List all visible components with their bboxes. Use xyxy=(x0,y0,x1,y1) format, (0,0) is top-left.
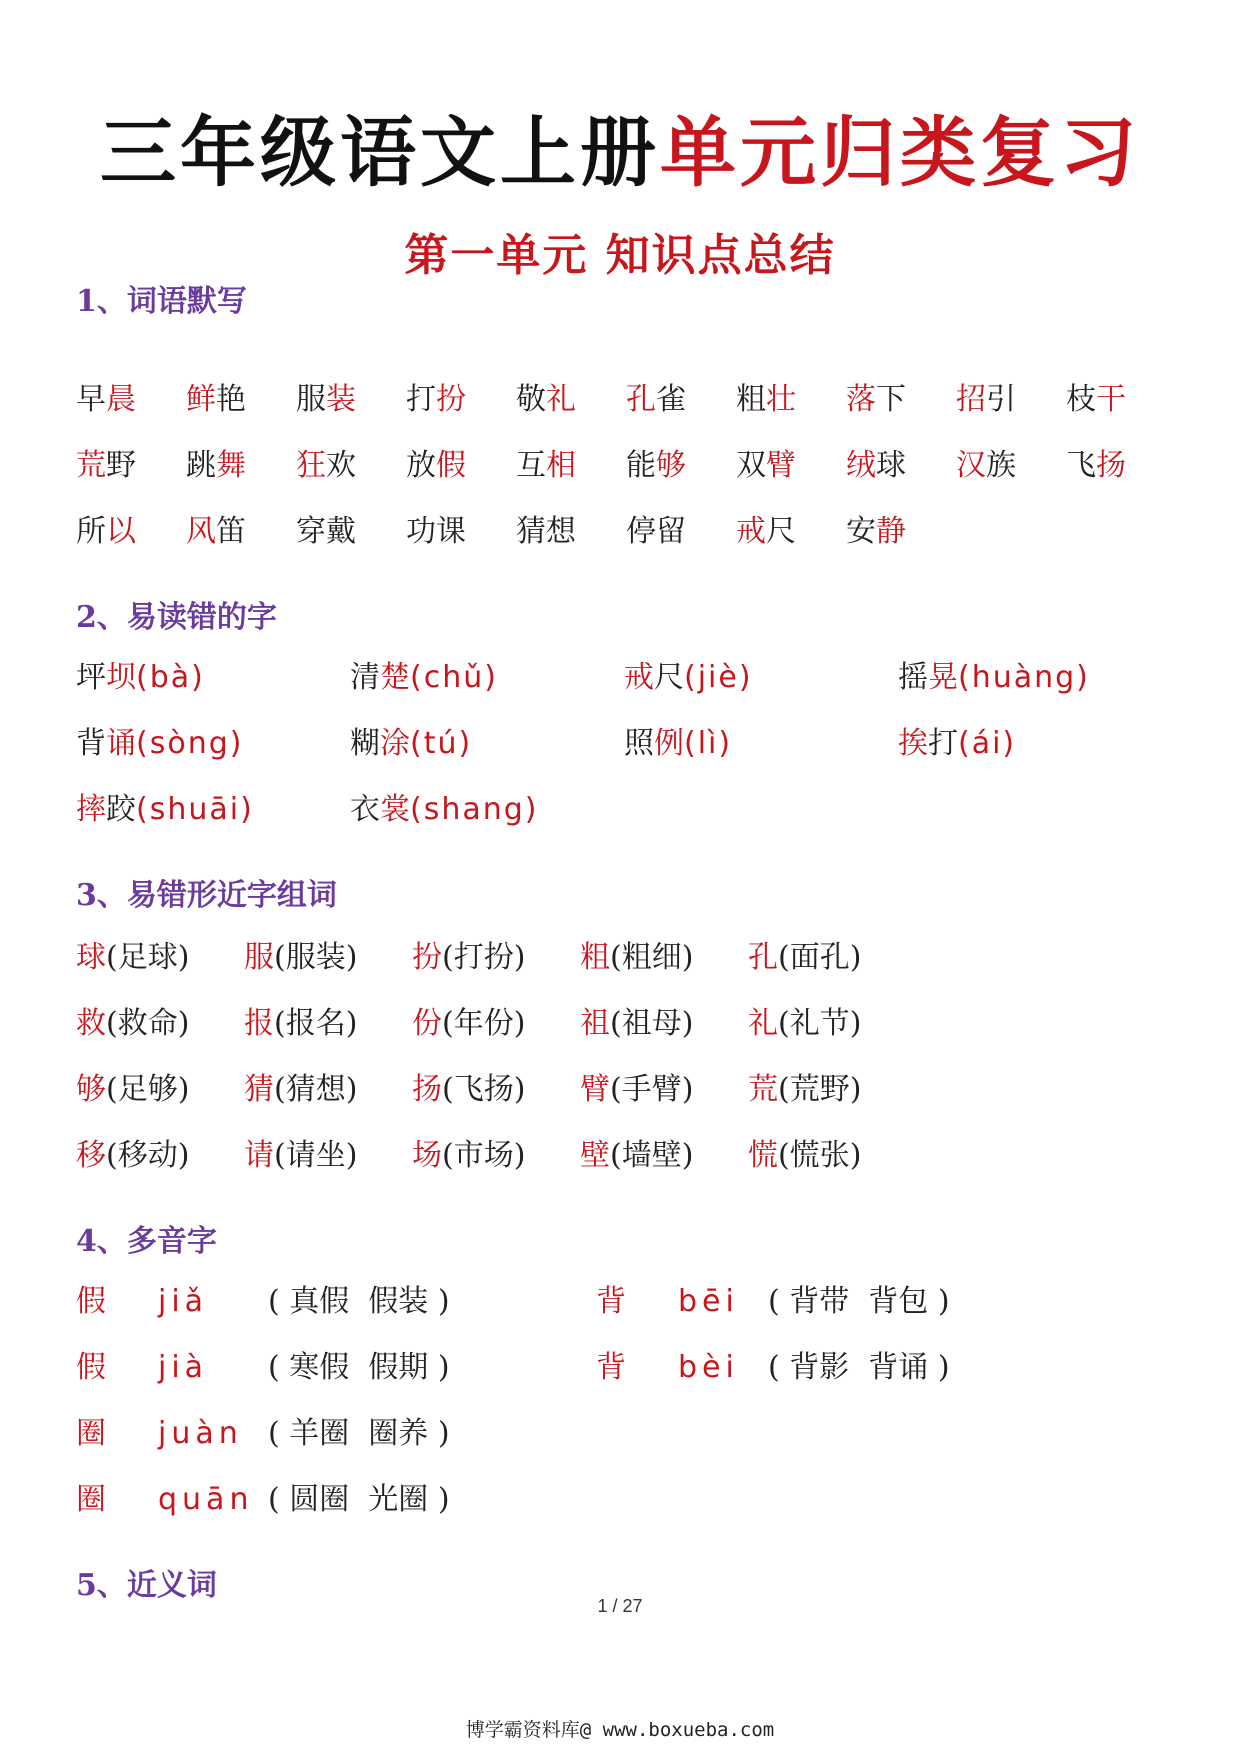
similar-char: 救 xyxy=(76,1006,106,1041)
misread-item xyxy=(350,722,472,766)
polyphone-words: ( 羊圈 圈养 ) xyxy=(268,1416,450,1451)
word-char: 粗 xyxy=(736,382,766,417)
word-char: 穿 xyxy=(296,514,326,549)
word-item xyxy=(736,378,796,422)
word-char: 荒 xyxy=(76,448,106,483)
similar-char: 孔 xyxy=(748,940,778,975)
word-char: 鲜 xyxy=(186,382,216,417)
similar-word: (市场) xyxy=(442,1138,526,1173)
word-item xyxy=(76,510,136,554)
misread-char: 跤 xyxy=(106,792,136,827)
word-item xyxy=(1066,444,1126,488)
similar-char: 猜 xyxy=(244,1072,274,1107)
word-item xyxy=(956,378,1016,422)
word-item xyxy=(516,510,576,554)
pinyin: (tú) xyxy=(410,726,473,761)
word-item xyxy=(186,444,246,488)
similar-word: (年份) xyxy=(442,1006,526,1041)
similar-char: 荒 xyxy=(748,1072,778,1107)
similar-item xyxy=(748,1134,861,1178)
similar-word: (祖母) xyxy=(610,1006,694,1041)
word-char: 球 xyxy=(876,448,906,483)
word-item xyxy=(846,444,906,488)
word-item xyxy=(186,378,246,422)
polyphone-words: ( 背带 背包 ) xyxy=(768,1284,950,1319)
word-item xyxy=(1066,378,1126,422)
word-char: 枝 xyxy=(1066,382,1096,417)
word-char: 舞 xyxy=(216,448,246,483)
word-char: 臂 xyxy=(766,448,796,483)
word-char: 孔 xyxy=(626,382,656,417)
word-char: 想 xyxy=(546,514,576,549)
pinyin: (lì) xyxy=(684,726,733,761)
section-heading-4: 4、多音字 xyxy=(76,1224,217,1259)
misread-char: 清 xyxy=(350,660,380,695)
section-heading-3: 3、易错形近字组词 xyxy=(76,878,337,913)
similar-item xyxy=(748,1002,861,1046)
word-char: 安 xyxy=(846,514,876,549)
word-char: 落 xyxy=(846,382,876,417)
pinyin: (chǔ) xyxy=(410,660,498,695)
polyphone-pinyin: bēi xyxy=(678,1284,739,1319)
misread-item xyxy=(624,722,732,766)
misread-item xyxy=(76,722,243,766)
misread-char: 打 xyxy=(928,726,958,761)
similar-char: 粗 xyxy=(580,940,610,975)
word-char: 打 xyxy=(406,382,436,417)
page-number: 1 / 27 xyxy=(597,1596,643,1616)
similar-word: (足球) xyxy=(106,940,190,975)
word-char: 课 xyxy=(436,514,466,549)
similar-item xyxy=(244,1068,357,1112)
word-char: 早 xyxy=(76,382,106,417)
pinyin: (huàng) xyxy=(958,660,1090,695)
similar-item xyxy=(244,1134,357,1178)
misread-char: 晃 xyxy=(928,660,958,695)
word-item xyxy=(846,510,906,554)
word-char: 服 xyxy=(296,382,326,417)
similar-char: 慌 xyxy=(748,1138,778,1173)
similar-char: 请 xyxy=(244,1138,274,1173)
word-char: 戴 xyxy=(326,514,356,549)
word-item xyxy=(406,510,466,554)
word-char: 雀 xyxy=(656,382,686,417)
word-item xyxy=(626,444,686,488)
word-item xyxy=(296,444,356,488)
word-char: 双 xyxy=(736,448,766,483)
section-heading-5: 5、近义词 xyxy=(76,1568,217,1603)
similar-item xyxy=(412,1002,525,1046)
polyphone-char: 假 xyxy=(76,1284,106,1319)
misread-char: 例 xyxy=(654,726,684,761)
similar-word: (足够) xyxy=(106,1072,190,1107)
word-item xyxy=(846,378,906,422)
similar-item xyxy=(412,936,525,980)
similar-item xyxy=(244,1002,357,1046)
word-char: 敬 xyxy=(516,382,546,417)
footer-watermark: 博学霸资料库@ www.boxueba.com xyxy=(465,1719,775,1741)
word-char: 飞 xyxy=(1066,448,1096,483)
misread-char: 摔 xyxy=(76,792,106,827)
similar-item xyxy=(76,1002,189,1046)
misread-char: 尺 xyxy=(654,660,684,695)
similar-word: (猜想) xyxy=(274,1072,358,1107)
polyphone-words: ( 圆圈 光圈 ) xyxy=(268,1482,450,1517)
word-char: 够 xyxy=(656,448,686,483)
word-char: 艳 xyxy=(216,382,246,417)
similar-word: (请坐) xyxy=(274,1138,358,1173)
misread-char: 坝 xyxy=(106,660,136,695)
word-char: 引 xyxy=(986,382,1016,417)
misread-item xyxy=(350,656,498,700)
word-char: 下 xyxy=(876,382,906,417)
misread-item xyxy=(76,656,205,700)
word-char: 戒 xyxy=(736,514,766,549)
word-char: 能 xyxy=(626,448,656,483)
word-char: 干 xyxy=(1096,382,1126,417)
similar-word: (手臂) xyxy=(610,1072,694,1107)
word-item xyxy=(406,444,466,488)
similar-item xyxy=(244,936,357,980)
word-char: 以 xyxy=(106,514,136,549)
similar-char: 服 xyxy=(244,940,274,975)
similar-item xyxy=(748,936,861,980)
misread-char: 挨 xyxy=(898,726,928,761)
similar-char: 报 xyxy=(244,1006,274,1041)
word-char: 留 xyxy=(656,514,686,549)
pinyin: (shuāi) xyxy=(136,792,254,827)
word-item xyxy=(626,510,686,554)
misread-char: 坪 xyxy=(76,660,106,695)
misread-char: 衣 xyxy=(350,792,380,827)
word-char: 壮 xyxy=(766,382,796,417)
polyphone-char: 假 xyxy=(76,1350,106,1385)
word-char: 装 xyxy=(326,382,356,417)
similar-word: (救命) xyxy=(106,1006,190,1041)
word-char: 相 xyxy=(546,448,576,483)
word-item xyxy=(186,510,246,554)
title-red: 单元归类复习 xyxy=(660,108,1140,197)
word-item xyxy=(76,378,136,422)
similar-word: (礼节) xyxy=(778,1006,862,1041)
polyphone-pinyin: bèi xyxy=(678,1350,739,1385)
similar-item xyxy=(580,1002,693,1046)
page-title xyxy=(0,108,1240,198)
misread-char: 裳 xyxy=(380,792,410,827)
polyphone-char: 背 xyxy=(596,1284,626,1319)
similar-word: (打扮) xyxy=(442,940,526,975)
word-char: 野 xyxy=(106,448,136,483)
similar-word: (荒野) xyxy=(778,1072,862,1107)
word-char: 所 xyxy=(76,514,106,549)
similar-word: (服装) xyxy=(274,940,358,975)
word-item xyxy=(296,510,356,554)
word-char: 礼 xyxy=(546,382,576,417)
word-char: 扬 xyxy=(1096,448,1126,483)
word-item xyxy=(516,378,576,422)
similar-item xyxy=(412,1068,525,1112)
polyphone-pinyin: juàn xyxy=(158,1416,243,1451)
misread-char: 戒 xyxy=(624,660,654,695)
word-char: 晨 xyxy=(106,382,136,417)
polyphone-words: ( 背影 背诵 ) xyxy=(768,1350,950,1385)
similar-item xyxy=(76,936,189,980)
polyphone-pinyin: quān xyxy=(158,1482,254,1517)
unit-subtitle: 第一单元 知识点总结 xyxy=(404,230,836,281)
misread-char: 摇 xyxy=(898,660,928,695)
misread-char: 背 xyxy=(76,726,106,761)
similar-char: 臂 xyxy=(580,1072,610,1107)
misread-item xyxy=(350,788,539,832)
similar-item xyxy=(580,1068,693,1112)
word-item xyxy=(736,444,796,488)
misread-item xyxy=(76,788,254,832)
pinyin: (ái) xyxy=(958,726,1017,761)
word-char: 欢 xyxy=(326,448,356,483)
word-char: 风 xyxy=(186,514,216,549)
similar-char: 球 xyxy=(76,940,106,975)
similar-word: (飞扬) xyxy=(442,1072,526,1107)
word-item xyxy=(406,378,466,422)
word-char: 跳 xyxy=(186,448,216,483)
misread-char: 糊 xyxy=(350,726,380,761)
similar-item xyxy=(580,1134,693,1178)
word-char: 猜 xyxy=(516,514,546,549)
misread-item xyxy=(898,656,1090,700)
pinyin: (jiè) xyxy=(684,660,753,695)
similar-item xyxy=(580,936,693,980)
pinyin: (bà) xyxy=(136,660,205,695)
word-char: 放 xyxy=(406,448,436,483)
similar-char: 够 xyxy=(76,1072,106,1107)
word-char: 假 xyxy=(436,448,466,483)
similar-item xyxy=(748,1068,861,1112)
word-char: 笛 xyxy=(216,514,246,549)
word-char: 尺 xyxy=(766,514,796,549)
word-char: 静 xyxy=(876,514,906,549)
title-black: 三年级语文上册 xyxy=(100,108,660,197)
similar-word: (墙壁) xyxy=(610,1138,694,1173)
polyphone-pinyin: jiǎ xyxy=(158,1284,209,1319)
similar-char: 壁 xyxy=(580,1138,610,1173)
misread-item xyxy=(624,656,753,700)
section-heading-1: 1、词语默写 xyxy=(76,284,247,319)
word-char: 互 xyxy=(516,448,546,483)
polyphone-words: ( 寒假 假期 ) xyxy=(268,1350,450,1385)
similar-char: 份 xyxy=(412,1006,442,1041)
word-char: 狂 xyxy=(296,448,326,483)
word-item xyxy=(736,510,796,554)
polyphone-char: 圈 xyxy=(76,1416,106,1451)
similar-word: (面孔) xyxy=(778,940,862,975)
misread-char: 诵 xyxy=(106,726,136,761)
similar-item xyxy=(76,1134,189,1178)
word-item xyxy=(956,444,1016,488)
word-item xyxy=(76,444,136,488)
word-item xyxy=(626,378,686,422)
polyphone-char: 背 xyxy=(596,1350,626,1385)
similar-word: (粗细) xyxy=(610,940,694,975)
polyphone-char: 圈 xyxy=(76,1482,106,1517)
pinyin: (shang) xyxy=(410,792,539,827)
section-heading-2: 2、易读错的字 xyxy=(76,600,277,635)
word-item xyxy=(296,378,356,422)
similar-word: (移动) xyxy=(106,1138,190,1173)
polyphone-pinyin: jià xyxy=(158,1350,209,1385)
polyphone-words: ( 真假 假装 ) xyxy=(268,1284,450,1319)
similar-char: 礼 xyxy=(748,1006,778,1041)
similar-word: (慌张) xyxy=(778,1138,862,1173)
misread-char: 楚 xyxy=(380,660,410,695)
similar-char: 移 xyxy=(76,1138,106,1173)
pinyin: (sòng) xyxy=(136,726,244,761)
similar-word: (报名) xyxy=(274,1006,358,1041)
word-char: 族 xyxy=(986,448,1016,483)
similar-char: 祖 xyxy=(580,1006,610,1041)
word-char: 扮 xyxy=(436,382,466,417)
word-char: 停 xyxy=(626,514,656,549)
misread-char: 照 xyxy=(624,726,654,761)
similar-item xyxy=(412,1134,525,1178)
similar-char: 场 xyxy=(412,1138,442,1173)
word-char: 招 xyxy=(956,382,986,417)
word-item xyxy=(516,444,576,488)
misread-item xyxy=(898,722,1016,766)
similar-char: 扮 xyxy=(412,940,442,975)
word-char: 绒 xyxy=(846,448,876,483)
similar-item xyxy=(76,1068,189,1112)
word-char: 功 xyxy=(406,514,436,549)
misread-char: 涂 xyxy=(380,726,410,761)
similar-char: 扬 xyxy=(412,1072,442,1107)
word-char: 汉 xyxy=(956,448,986,483)
